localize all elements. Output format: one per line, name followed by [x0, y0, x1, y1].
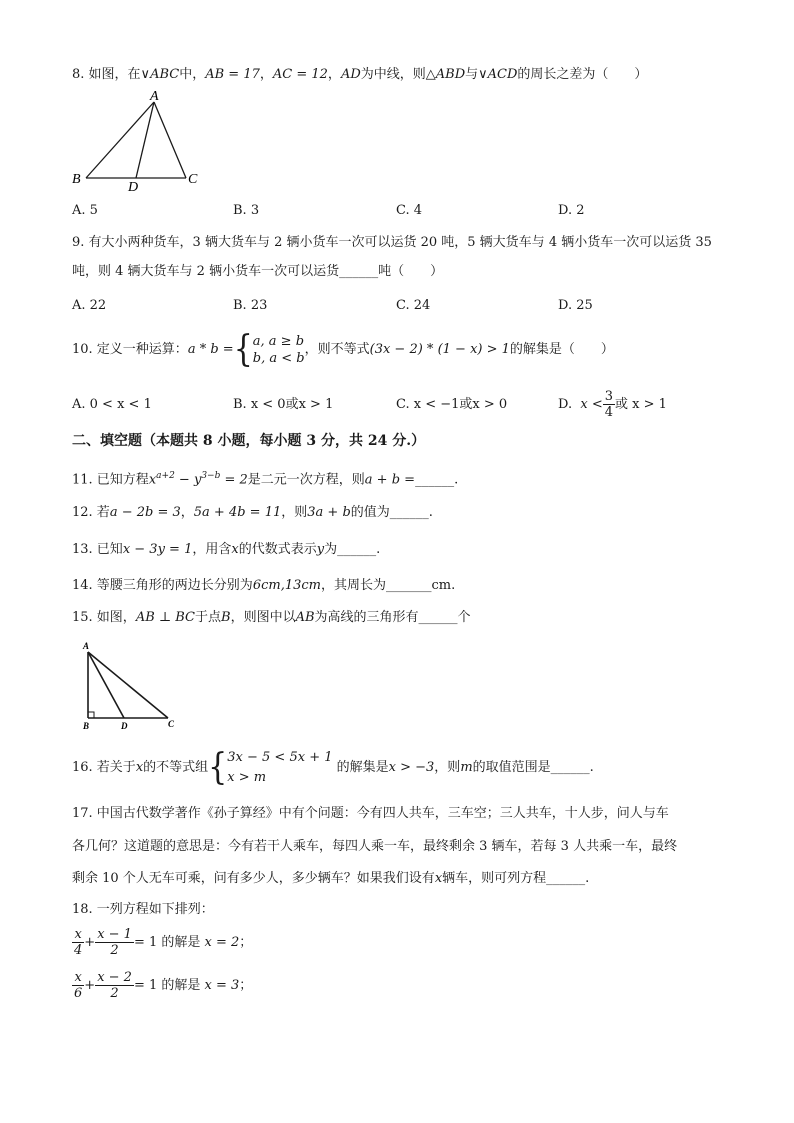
q16-text: ，则	[434, 760, 461, 775]
q15-label-b: B	[83, 721, 90, 730]
q10-option-d-tail: 或 x > 1	[615, 397, 667, 412]
q17-text: 剩余 10 个人无车可乘，问有多少人，多少辆车？如果我们设有	[72, 871, 435, 886]
q8-median-ad	[136, 102, 154, 178]
q9-line1: 9. 有大小两种货车，3 辆大货车与 2 辆小货车一次可以运货 20 吨，5 辆大货车与 4 辆小货车一次可以运货 35	[72, 235, 712, 250]
fraction-numerator: x	[72, 970, 84, 986]
q15-text: 15. 如图，	[72, 610, 136, 625]
fraction-denominator: 4	[604, 405, 613, 420]
q8-option-a[interactable]: A. 5	[72, 203, 98, 218]
q12-text: ，	[180, 505, 194, 520]
q12-text: ，则	[281, 505, 308, 520]
fraction-numerator: 3	[604, 389, 613, 404]
q11-math: − y	[174, 472, 202, 488]
q9-option-a[interactable]: A. 22	[72, 298, 107, 313]
q12-blank[interactable]: 的值为______.	[350, 505, 433, 520]
q17-math: x	[434, 871, 443, 886]
fraction-denominator: 6	[74, 986, 83, 1001]
q8-math: ACD	[487, 67, 518, 82]
q15-blank[interactable]: 为高线的三角形有______个	[314, 610, 471, 625]
q18-title: 18. 一列方程如下排列：	[72, 902, 214, 917]
q13-math: y	[316, 542, 325, 557]
q18-eq2-solution: x = 3	[204, 978, 240, 993]
q15-math: AB	[295, 610, 315, 625]
q8-label-a: A	[150, 90, 159, 104]
q8-math: ABC	[150, 67, 180, 82]
q10-case1: a, a ≥ b	[252, 333, 305, 349]
q15-stem	[72, 609, 471, 627]
q12-math: 3a + b	[307, 505, 351, 520]
q15-label-c: C	[168, 719, 175, 729]
q18-eq2-end: ；	[239, 978, 253, 993]
q14-text: 14. 等腰三角形的两边长分别为	[72, 578, 253, 593]
q14-blank[interactable]: ，其周长为_______cm.	[320, 578, 456, 593]
q18-eq1-fraction2	[95, 927, 134, 958]
q8-text: ，	[259, 67, 273, 82]
q13-blank[interactable]: 为______.	[324, 542, 381, 557]
q16-math: m	[460, 760, 473, 775]
q10-text: ，则不等式	[304, 342, 370, 357]
q14-stem	[72, 577, 455, 595]
q15-math: B	[221, 610, 231, 625]
q8-text: 中，	[179, 67, 206, 82]
q9-option-c[interactable]: C. 24	[396, 298, 431, 313]
q10-option-c[interactable]: C. x < −1或x > 0	[396, 397, 508, 412]
q8-label-c: C	[188, 172, 198, 187]
fraction-numerator: x − 2	[97, 970, 132, 985]
q11-text: 11. 已知方程	[72, 472, 149, 488]
q10-math: (3x − 2) * (1 − x) > 1	[369, 342, 510, 357]
q10-text: 的解集是（ ）	[509, 342, 614, 357]
q18-eq2-fraction1	[72, 970, 84, 1001]
q11-blank[interactable]: ______.	[415, 472, 459, 488]
q17-line2: 各几何？这道题的意思是：今有若干人乘车，每四人乘一车，最终剩余 3 辆车，若每 3 人共乘一车，最终	[72, 839, 678, 854]
section-fill-in-blank-title: 二、填空题（本题共 8 小题，每小题 3 分，共 24 分.）	[72, 433, 426, 449]
q8-option-d[interactable]: D. 2	[558, 203, 585, 218]
q12-math: a − 2b = 3	[109, 505, 181, 520]
q11-math: x	[148, 472, 157, 488]
q10-brace: {	[233, 327, 253, 370]
q8-text: 8. 如图，在	[72, 67, 141, 82]
q13-text: 的代数式表示	[238, 542, 317, 557]
q12-math: 5a + 4b = 11	[193, 505, 282, 520]
q8-side-ac	[154, 102, 186, 178]
fraction-denominator: 2	[110, 943, 119, 958]
q10-stem	[72, 327, 614, 370]
q8-option-c[interactable]: C. 4	[396, 203, 423, 218]
q13-text: ，用含	[192, 542, 232, 557]
fraction-denominator: 2	[110, 986, 119, 1001]
q14-math: 6cm,13cm	[252, 578, 321, 593]
q15-text: 于点	[195, 610, 222, 625]
q10-option-b[interactable]: B. x < 0或x > 1	[233, 397, 334, 412]
q18-eq2-fraction2	[95, 970, 134, 1001]
q18-eq1-end: ；	[239, 935, 253, 950]
q16-inequality2: x > m	[227, 769, 267, 785]
q11-text: 是二元一次方程，则	[247, 472, 365, 488]
q8-text: 与	[465, 67, 479, 82]
q8-stem	[72, 66, 647, 84]
q16-math: x	[135, 760, 144, 775]
q18-eq1-fraction1	[72, 927, 84, 958]
q8-math: AD	[340, 67, 361, 82]
q15-math: AB ⊥ BC	[135, 610, 195, 625]
q10-option-a[interactable]: A. 0 < x < 1	[72, 397, 152, 412]
q11-exponent: 3−b	[201, 471, 221, 481]
q8-side-ab	[86, 102, 154, 178]
q18-equation2: $\frac{x}{6}$ + $\frac{x - 2}{2}$ = 1 的解是 x = 3；	[74, 970, 253, 1001]
q12-text: 12. 若	[72, 505, 110, 520]
q8-math: AC = 12	[272, 67, 328, 82]
q13-text: 13. 已知	[72, 542, 123, 557]
q17-line3	[72, 870, 589, 888]
q10-case2: b, a < b	[252, 350, 305, 366]
q16-math: x > −3	[388, 760, 435, 775]
q9-option-d[interactable]: D. 25	[558, 298, 593, 313]
fraction-denominator: 4	[74, 943, 83, 958]
q11-exponent: a+2	[156, 471, 175, 481]
q8-text: 的周长之差为（ ）	[517, 67, 648, 82]
q10-text: 10. 定义一种运算：	[72, 342, 188, 357]
q15-side-ac	[88, 652, 168, 718]
q10-option-d-label: D.	[558, 397, 573, 412]
q18-eq1-solution: x = 2	[204, 935, 240, 950]
q17-line1: 17. 中国古代数学著作《孙子算经》中有个问题：今有四人共车，三车空；三人共车，十人步，问人与车	[72, 806, 669, 821]
q15-text: ，则图中以	[230, 610, 296, 625]
q16-brace: {	[208, 745, 228, 788]
q16-inequality1: 3x − 5 < 5x + 1	[227, 749, 333, 765]
q8-math: AB = 17	[205, 67, 260, 82]
fraction-numerator: x − 1	[97, 927, 132, 942]
q16-text: 的解集是	[336, 760, 389, 775]
q8-triangle-figure	[66, 90, 216, 192]
q8-text: ，	[327, 67, 341, 82]
q10-cases	[253, 333, 305, 367]
q15-label-d: D	[121, 721, 128, 730]
q18-equation1: $\frac{x}{4}$ + $\frac{x - 1}{2}$ = 1 的解是 x = 2；	[74, 927, 253, 958]
q16-text: 16. 若关于	[72, 760, 136, 775]
q8-text: 为中线，则△	[360, 67, 436, 82]
q16-system	[227, 748, 332, 788]
q15-label-a: A	[83, 641, 90, 651]
fraction-numerator: x	[72, 927, 84, 943]
q8-math: ABD	[435, 67, 466, 82]
q8-label-d: D	[128, 180, 139, 192]
q10-option-d-math: x <	[580, 397, 603, 412]
q15-segment-ad	[88, 652, 124, 718]
q11-math: a + b =	[364, 472, 416, 488]
q10-math: a * b =	[187, 342, 234, 357]
q13-stem	[72, 541, 380, 559]
q8-option-b[interactable]: B. 3	[233, 203, 260, 218]
q12-stem	[72, 504, 433, 522]
q9-line2: 吨，则 4 辆大货车与 2 辆小货车一次可以运货______吨（ ）	[72, 264, 444, 279]
q16-stem	[72, 746, 594, 790]
triangle-symbol: ∨	[478, 67, 488, 82]
q8-label-b: B	[72, 172, 81, 187]
q13-math: x	[231, 542, 239, 557]
q18-eq2-text: = 1 的解是	[133, 978, 201, 993]
q15-triangle-figure	[76, 638, 186, 730]
q11-math: = 2	[220, 472, 248, 488]
q17-blank[interactable]: 辆车，则可列方程______.	[442, 871, 590, 886]
q10-option-d-fraction	[603, 389, 615, 420]
q11-stem	[72, 467, 458, 489]
q10-option-d[interactable]	[558, 386, 667, 424]
q18-eq1-text: = 1 的解是	[133, 935, 201, 950]
q16-text: 的不等式组	[143, 760, 209, 775]
q16-blank[interactable]: 的取值范围是______.	[472, 760, 594, 775]
q13-math: x − 3y = 1	[122, 542, 193, 557]
right-angle-icon	[88, 712, 94, 718]
q9-option-b[interactable]: B. 23	[233, 298, 268, 313]
triangle-symbol: ∨	[140, 67, 151, 82]
